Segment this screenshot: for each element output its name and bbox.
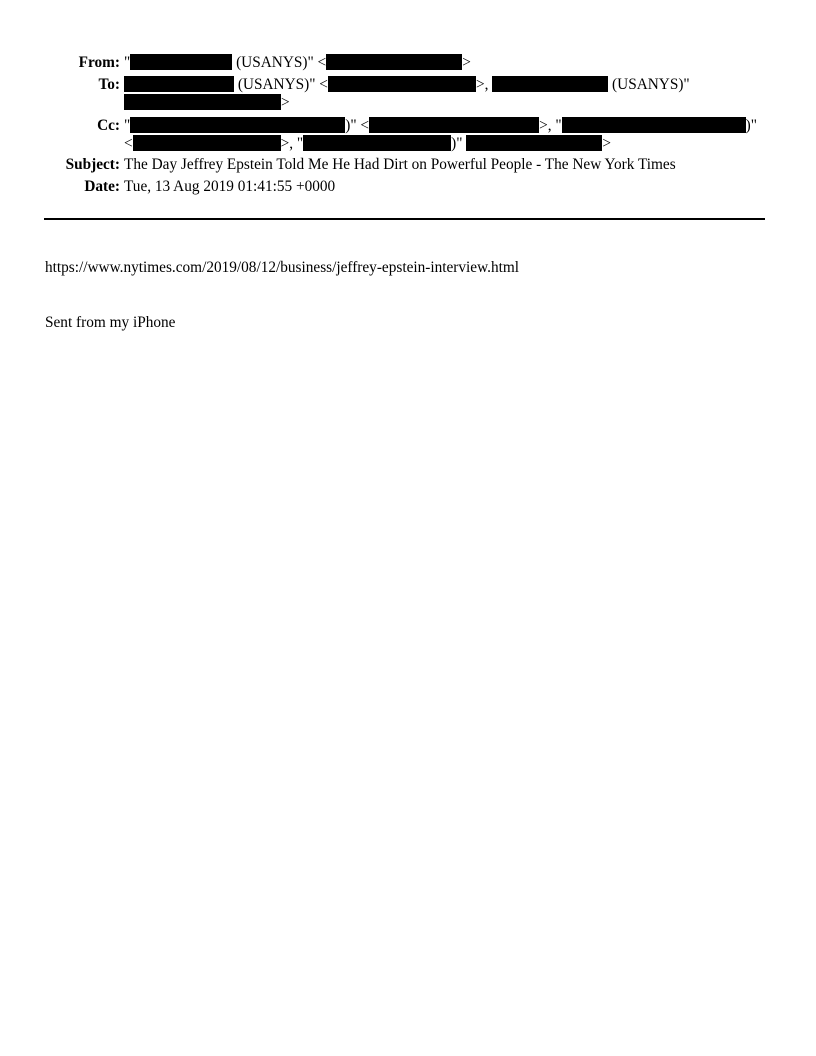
- redaction-block: [562, 117, 746, 133]
- angle-open: <: [360, 117, 370, 134]
- from-label: From:: [78, 54, 120, 71]
- cc-line-2: [124, 134, 611, 154]
- redaction-block: [124, 94, 281, 110]
- date-label: Date:: [84, 178, 120, 195]
- redaction-block: [369, 117, 539, 133]
- angle-open: <: [317, 54, 327, 71]
- quote-close: )": [451, 135, 463, 152]
- subject-label: Subject:: [65, 156, 120, 173]
- quote-mark: ": [124, 117, 131, 134]
- angle-close-comma-quote: >, ": [280, 135, 304, 152]
- agency-tag: (USANYS)": [237, 76, 316, 93]
- redaction-block: [326, 54, 462, 70]
- redaction-block: [124, 76, 234, 92]
- angle-close: >: [462, 54, 471, 71]
- cc-line-1: [124, 116, 757, 136]
- article-link[interactable]: https://www.nytimes.com/2019/08/12/business/jeffrey-epstein-interview.html: [45, 259, 519, 276]
- redaction-block: [328, 76, 476, 92]
- agency-tag: (USANYS)": [236, 54, 314, 71]
- header-divider: [44, 218, 765, 220]
- angle-close-comma: >,: [475, 76, 489, 93]
- subject-value: The Day Jeffrey Epstein Told Me He Had Dirt on Powerful People - The New York Times: [124, 156, 676, 173]
- angle-close-comma-quote: >, ": [539, 117, 562, 134]
- agency-tag: (USANYS)": [612, 76, 690, 93]
- to-line-1: [124, 75, 690, 95]
- angle-open: <: [319, 76, 328, 93]
- angle-close: >: [602, 135, 611, 152]
- redaction-block: [130, 117, 345, 133]
- angle-open: <: [124, 135, 133, 152]
- quote-close: )": [745, 117, 757, 134]
- to-line-2: [124, 93, 290, 113]
- redaction-block: [303, 135, 451, 151]
- redaction-block: [492, 76, 608, 92]
- redaction-block: [130, 54, 232, 70]
- angle-close: >: [281, 94, 290, 111]
- from-line: [124, 53, 471, 73]
- date-value: Tue, 13 Aug 2019 01:41:55 +0000: [124, 178, 336, 195]
- redaction-block: [133, 135, 281, 151]
- cc-label: Cc:: [97, 117, 120, 134]
- to-label: To:: [98, 76, 120, 93]
- quote-close: )": [345, 117, 357, 134]
- quote-mark: ": [124, 54, 131, 71]
- signature: Sent from my iPhone: [45, 314, 176, 331]
- redaction-block: [466, 135, 602, 151]
